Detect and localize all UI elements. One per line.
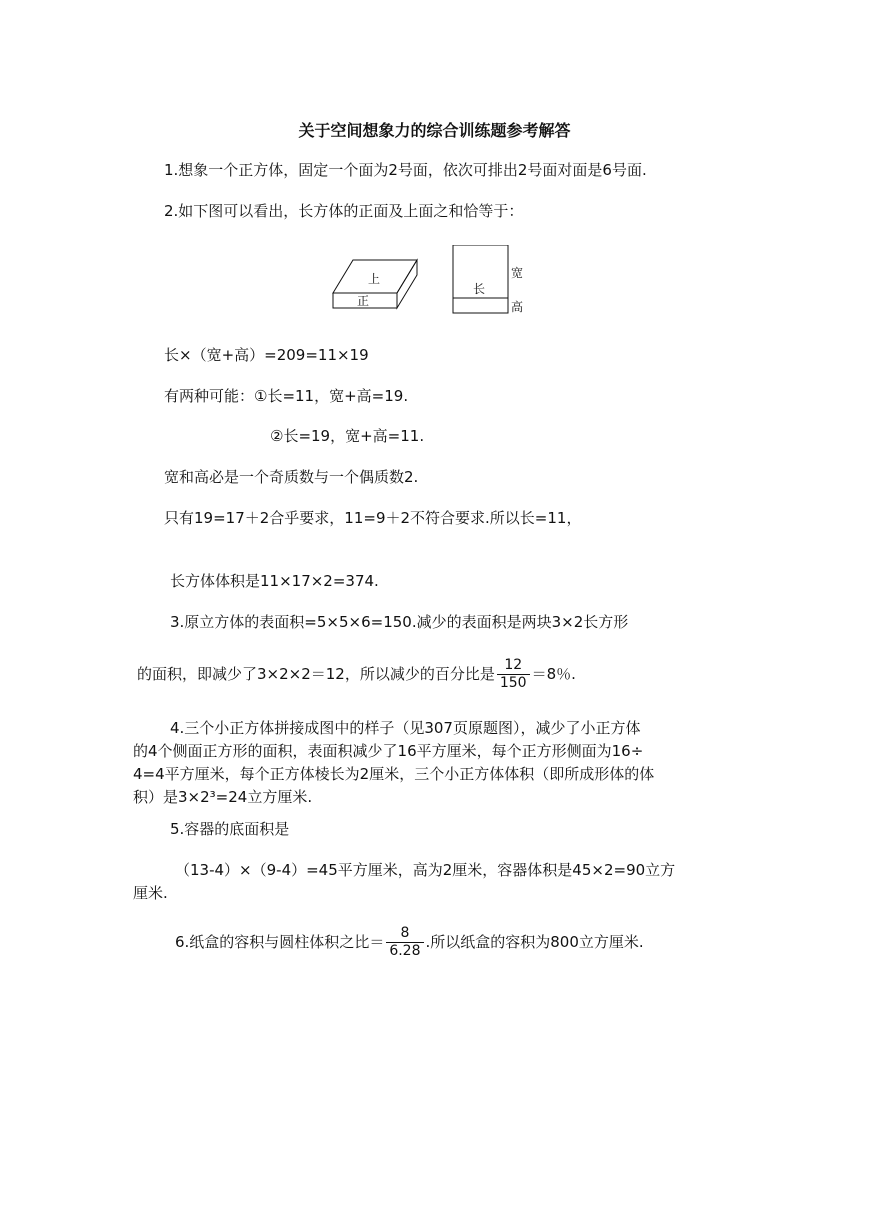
answer-2-parity: 宽和高必是一个奇质数与一个偶质数2.	[164, 468, 419, 486]
answer-3-line-1: 3.原立方体的表面积=5×5×6=150.减少的表面积是两块3×2长方形	[170, 613, 629, 631]
answer-3-text-b: ＝8％.	[531, 665, 576, 683]
cuboid-figure	[330, 245, 530, 320]
height-label: 高	[511, 300, 524, 314]
percent-fraction	[497, 657, 530, 692]
answer-2-case-1: 有两种可能：①长=11，宽+高=19.	[164, 387, 409, 405]
answer-2-case-2: ②长=19，宽+高=11.	[270, 427, 425, 445]
answer-3-text-a: 的面积，即减少了3×2×2＝12，所以减少的百分比是	[137, 665, 495, 683]
answer-5-line-2: （13-4）×（9-4）=45平方厘米，高为2厘米，容器体积是45×2=90立方	[175, 861, 676, 879]
answer-2-volume: 长方体体积是11×17×2=374.	[170, 572, 379, 590]
fraction-numerator: 12	[504, 657, 523, 673]
answer-3-line-2	[137, 656, 576, 692]
answer-4-line-4: 积）是3×2³=24立方厘米.	[133, 788, 313, 806]
length-label: 长	[473, 282, 486, 296]
fraction-denominator: 6.28	[386, 942, 423, 960]
answer-5-line-1: 5.容器的底面积是	[170, 820, 290, 838]
answer-4-line-2: 的4个侧面正方形的面积，表面积减少了16平方厘米，每个正方形侧面为16÷	[133, 742, 644, 760]
answer-4-line-3: 4=4平方厘米，每个正方体棱长为2厘米，三个小正方体体积（即所成形体的体	[133, 765, 655, 783]
fraction-numerator: 8	[400, 925, 410, 941]
answer-5-line-3: 厘米.	[133, 884, 168, 902]
fraction-denominator: 150	[497, 674, 530, 692]
front-face-label: 正	[357, 294, 370, 308]
answer-6-text-a: 6.纸盒的容积与圆柱体积之比＝	[175, 933, 385, 951]
answer-4-line-1: 4.三个小正方体拼接成图中的样子（见307页原题图），减少了小正方体	[170, 719, 641, 737]
ratio-fraction	[386, 925, 423, 960]
answer-6-text-b: .所以纸盒的容积为800立方厘米.	[425, 933, 644, 951]
answer-2-equation: 长×（宽+高）=209=11×19	[164, 346, 369, 364]
unfolded-net-drawing	[453, 245, 508, 313]
answer-1: 1.想象一个正方体，固定一个面为2号面，依次可排出2号面对面是6号面.	[164, 161, 647, 179]
answer-2-conclusion: 只有19=17＋2合乎要求，11=9＋2不符合要求.所以长=11，	[164, 509, 582, 527]
document-title: 关于空间想象力的综合训练题参考解答	[298, 121, 571, 140]
answer-6	[175, 922, 644, 962]
top-face-label: 上	[368, 272, 381, 286]
answer-2-intro: 2.如下图可以看出，长方体的正面及上面之和恰等于：	[164, 202, 524, 220]
width-label: 宽	[511, 266, 524, 280]
